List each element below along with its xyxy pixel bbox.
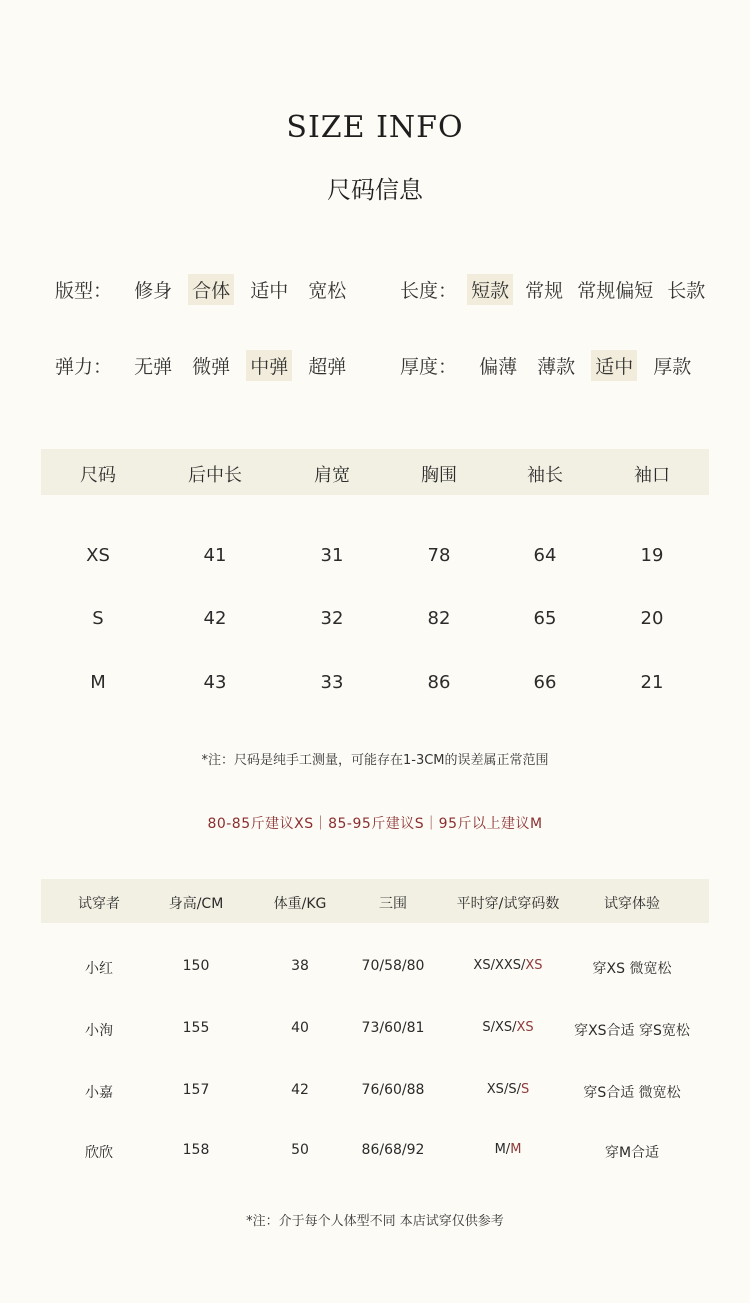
- tryon-measurements: 70/58/80: [361, 958, 425, 974]
- fit-label: 版型：: [55, 280, 113, 302]
- title-cn: 尺码信息: [327, 176, 423, 204]
- length-label: 长度：: [400, 280, 458, 302]
- tried-size: XS: [525, 958, 543, 973]
- tryon-height: 157: [182, 1082, 210, 1098]
- stretch-option-selected: 中弹: [246, 350, 292, 381]
- stretch-option: 无弹: [134, 356, 173, 378]
- usual-size: S/XS/: [482, 1020, 517, 1035]
- title-en: SIZE INFO: [286, 110, 464, 145]
- fit-option-selected: 合体: [188, 274, 234, 305]
- size-header: 后中长: [188, 465, 242, 486]
- size-cell: M: [90, 672, 106, 693]
- tryon-measurements: 76/60/88: [361, 1082, 425, 1098]
- tryon-header: 体重/KG: [273, 896, 327, 912]
- usual-size: XS/S/: [486, 1082, 521, 1097]
- tryon-header: 三围: [379, 896, 407, 912]
- length-option-selected: 短款: [467, 274, 513, 305]
- tried-size: XS: [516, 1020, 534, 1035]
- thickness-option: 厚款: [653, 356, 692, 378]
- length-option: 长款: [667, 280, 706, 302]
- tryon-height: 158: [182, 1142, 210, 1158]
- tryon-header: 试穿者: [78, 896, 120, 912]
- tryon-note: *注：介于每个人体型不同 本店试穿仅供参考: [246, 1214, 504, 1229]
- tryon-weight: 50: [291, 1142, 309, 1158]
- stretch-row: [55, 350, 356, 381]
- length-option: 常规偏短: [577, 280, 654, 302]
- tryon-name: 小嘉: [85, 1085, 113, 1101]
- size-cell: 78: [427, 545, 451, 566]
- thickness-row: [400, 350, 701, 381]
- tryon-weight: 42: [291, 1082, 309, 1098]
- size-cell: XS: [86, 545, 110, 566]
- tryon-size: [443, 1082, 573, 1097]
- thickness-option-selected: 适中: [591, 350, 637, 381]
- tryon-size: [443, 958, 573, 973]
- size-header: 胸围: [421, 465, 457, 486]
- length-option: 常规: [525, 280, 564, 302]
- tryon-header: 身高/CM: [168, 896, 224, 912]
- size-cell: 65: [533, 608, 557, 629]
- size-note: *注：尺码是纯手工测量，可能存在1-3CM的误差属正常范围: [201, 753, 549, 768]
- usual-size: XS/XXS/: [473, 958, 526, 973]
- size-header: 袖长: [527, 465, 563, 486]
- tryon-weight: 40: [291, 1020, 309, 1036]
- tryon-weight: 38: [291, 958, 309, 974]
- thickness-option: 薄款: [537, 356, 576, 378]
- tryon-measurements: 73/60/81: [361, 1020, 425, 1036]
- tryon-experience: 穿XS 微宽松: [592, 961, 672, 977]
- size-cell: 19: [640, 545, 664, 566]
- length-row: [400, 274, 715, 305]
- thickness-label: 厚度：: [400, 356, 458, 378]
- size-cell: 33: [320, 672, 344, 693]
- size-table-header-band: [41, 449, 709, 495]
- tryon-experience: 穿M合适: [604, 1145, 660, 1161]
- size-cell: 86: [427, 672, 451, 693]
- size-cell: 41: [203, 545, 227, 566]
- size-cell: 66: [533, 672, 557, 693]
- tryon-name: 欣欣: [85, 1145, 113, 1161]
- stretch-label: 弹力：: [55, 356, 113, 378]
- size-cell: S: [92, 608, 104, 629]
- size-cell: 32: [320, 608, 344, 629]
- tryon-name: 小洵: [85, 1023, 113, 1039]
- size-header: 肩宽: [314, 465, 350, 486]
- tryon-experience: 穿S合适 微宽松: [583, 1085, 681, 1101]
- thickness-option: 偏薄: [479, 356, 518, 378]
- tried-size: M: [510, 1142, 522, 1157]
- tryon-size: [443, 1020, 573, 1035]
- stretch-option: 超弹: [308, 356, 347, 378]
- tryon-header: 试穿体验: [604, 896, 660, 912]
- fit-option: 宽松: [308, 280, 347, 302]
- fit-option: 修身: [134, 280, 173, 302]
- size-header: 袖口: [634, 465, 670, 486]
- size-cell: 82: [427, 608, 451, 629]
- size-cell: 21: [640, 672, 664, 693]
- tryon-size: [443, 1142, 573, 1157]
- tryon-height: 155: [182, 1020, 210, 1036]
- size-cell: 43: [203, 672, 227, 693]
- usual-size: M/: [494, 1142, 511, 1157]
- fit-row: [55, 274, 356, 305]
- size-cell: 31: [320, 545, 344, 566]
- fit-option: 适中: [250, 280, 289, 302]
- tryon-header: 平时穿/试穿码数: [456, 896, 560, 912]
- size-cell: 64: [533, 545, 557, 566]
- tryon-experience: 穿XS合适 穿S宽松: [574, 1023, 690, 1039]
- size-recommendation: 80-85斤建议XS｜85-95斤建议S｜95斤以上建议M: [207, 816, 543, 832]
- stretch-option: 微弹: [192, 356, 231, 378]
- size-cell: 20: [640, 608, 664, 629]
- tryon-height: 150: [182, 958, 210, 974]
- size-header: 尺码: [80, 465, 116, 486]
- tried-size: S: [520, 1082, 530, 1097]
- size-cell: 42: [203, 608, 227, 629]
- tryon-measurements: 86/68/92: [361, 1142, 425, 1158]
- tryon-name: 小红: [85, 961, 113, 977]
